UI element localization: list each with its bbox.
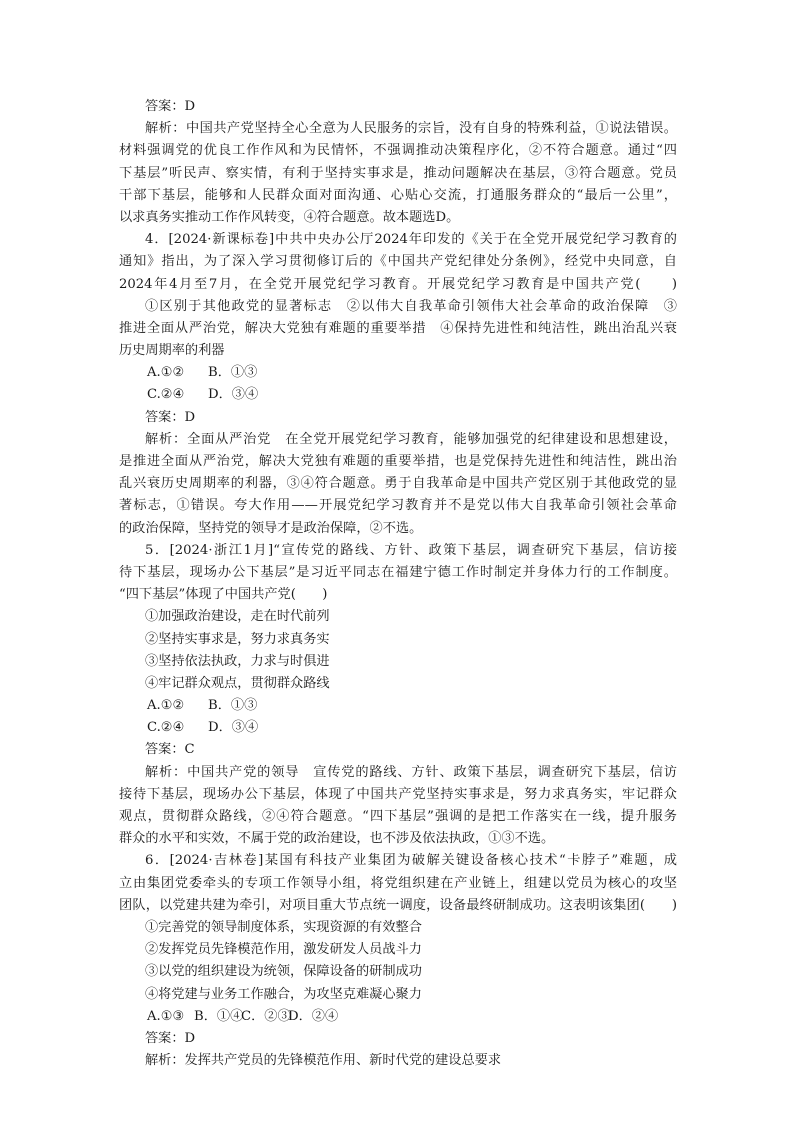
statement-item: ①完善党的领导制度体系，实现资源的有效整合: [145, 919, 422, 935]
analysis-line: 乱兴衰历史周期率的利器，③④符合题意。勇于自我革命是中国共产党区别于其他政党的显: [119, 476, 677, 492]
analysis-line: 材料强调党的优良工作作风和为民情怀，不强调推动决策程序化，②不符合题意。通过“四: [119, 143, 677, 159]
answer-line: 答案：D: [145, 1030, 196, 1046]
options-row: [119, 1006, 677, 1028]
option-d: D．③④: [208, 387, 259, 403]
option-b: B．①③: [208, 365, 258, 381]
analysis-line: 解析：发挥共产党员的先锋模范作用、新时代党的建设总要求: [145, 1053, 502, 1069]
question-6-stem: 立由集团党委牵头的专项工作领导小组，将党组织建在产业链上，组建以党员为核心的攻坚: [119, 875, 677, 891]
options-row: [119, 362, 677, 384]
answer-line: 答案：C: [145, 742, 195, 758]
option-d: D．③④: [208, 720, 259, 736]
analysis-line: 是推进全面从严治党，解决大党独有难题的重要举措，也是党保持先进性和纯洁性，跳出治: [119, 454, 677, 469]
option-a: A.①②: [147, 365, 185, 381]
question-5-stem: “四下基层”体现了中国共产党( ): [119, 587, 328, 603]
analysis-line: 解析：中国共产党的领导 宣传党的路线、方针、政策下基层，调查研究下基层，信访: [145, 764, 677, 780]
option-a: A.①②: [147, 698, 185, 714]
analysis-line: 著标志，①错误。夸大作用——开展党纪学习教育并不是党以伟大自我革命引领社会革命: [119, 498, 677, 514]
statement-item: ②坚持实事求是，努力求真务实: [145, 631, 330, 647]
document-page: [119, 96, 677, 1072]
analysis-line: 解析：中国共产党坚持全心全意为人民服务的宗旨，没有自身的特殊利益，①说法错误。: [145, 121, 677, 137]
question-4-stem: 4．[2024·新课标卷]中共中央办公厅2024年印发的《关于在全党开展党纪学习教育的: [145, 232, 677, 248]
analysis-line: 的政治保障，坚持党的领导才是政治保障，②不选。: [119, 520, 423, 536]
options-row: [119, 695, 677, 717]
analysis-line: 以求真务实推动工作作风转变，④符合题意。故本题选D。: [119, 209, 460, 225]
option-d: D．②④: [288, 1008, 339, 1024]
statement-item: ②发挥党员先锋模范作用，激发研发人员战斗力: [145, 942, 422, 958]
options-row: [119, 717, 677, 739]
option-b: B．①③: [208, 698, 258, 714]
option-c: C．②③: [241, 1008, 291, 1024]
statement-item: ④牢记群众观点，贯彻群众路线: [145, 675, 330, 691]
question-4-stem: 2024年4月至7月，在全党开展党纪学习教育。开展党纪学习教育是中国共产党( ): [119, 276, 677, 292]
analysis-line: 观点，贯彻群众路线，②④符合题意。“四下基层”强调的是把工作落实在一线，提升服务: [119, 809, 677, 824]
option-a: A.①③: [147, 1008, 185, 1024]
statement-item: ③坚持依法执政，力求与时俱进: [145, 653, 330, 669]
question-5-stem: 5．[2024·浙江1月]“宣传党的路线、方针、政策下基层，调查研究下基层，信访接: [145, 542, 677, 558]
question-4-stem: 通知》指出，为了深入学习贯彻修订后的《中国共产党纪律处分条例》，经党中央同意，自: [119, 254, 677, 270]
question-4-statements: ①区别于其他政党的显著标志 ②以伟大自我革命引领伟大社会革命的政治保障 ③: [145, 298, 677, 314]
answer-line: 答案：D: [145, 99, 196, 114]
statement-item: ③以党的组织建设为统领，保障设备的研制成功: [145, 964, 422, 980]
statement-item: ④将党建与业务工作融合，为攻坚克难凝心聚力: [145, 986, 422, 1002]
option-c: C.②④: [147, 387, 185, 403]
question-4-statements: 历史周期率的利器: [119, 343, 225, 359]
analysis-line: 干部下基层，能够和人民群众面对面沟通、心贴心交流，打通服务群众的“最后一公里”，: [119, 187, 677, 203]
analysis-line: 群众的水平和实效，不属于党的政治建设，也不涉及依法执政，①③不选。: [119, 831, 555, 847]
option-c: C.②④: [147, 720, 185, 736]
analysis-line: 下基层”听民声、察实情，有利于坚持实事求是，推动问题解决在基层，③符合题意。党员: [119, 165, 677, 181]
option-b: B．①④: [194, 1008, 244, 1024]
question-6-stem: 团队，以党建共建为牵引，对项目重大节点统一调度，设备最终研制成功。这表明该集团( ): [119, 897, 677, 913]
question-6-stem: 6．[2024·吉林卷]某国有科技产业集团为破解关键设备核心技术“卡脖子”难题，成: [145, 853, 677, 869]
analysis-line: 解析：全面从严治党 在全党开展党纪学习教育，能够加强党的纪律建设和思想建设，: [145, 431, 677, 447]
statement-item: ①加强政治建设，走在时代前列: [145, 609, 330, 625]
analysis-line: 接待下基层，现场办公下基层，体现了中国共产党坚持实事求是，努力求真务实，牢记群众: [119, 786, 677, 802]
answer-line: 答案：D: [145, 409, 196, 425]
options-row: [119, 384, 677, 406]
question-4-statements: 推进全面从严治党，解决大党独有难题的重要举措 ④保持先进性和纯洁性，跳出治乱兴衰: [119, 320, 677, 336]
question-5-stem: 待下基层，现场办公下基层”是习近平同志在福建宁德工作时制定并身体力行的工作制度。: [119, 564, 677, 580]
